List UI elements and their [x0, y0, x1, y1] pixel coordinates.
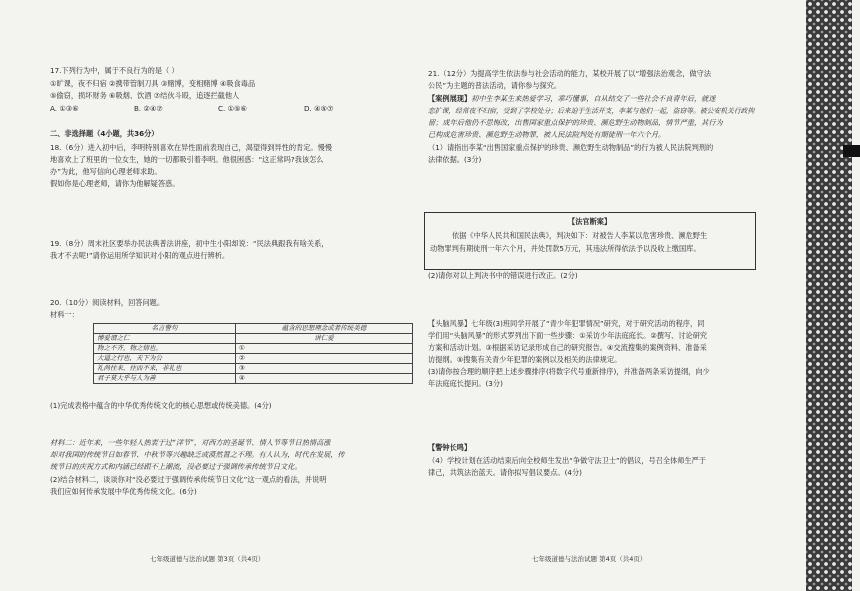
decorative-border-strip: [806, 0, 852, 591]
page-footer-left: 七年级道德与法治试题 第3页（共4页）: [150, 555, 265, 563]
table-cell: 博爱谓之仁: [94, 334, 236, 344]
table-header-cell: 名言警句: [94, 324, 236, 334]
table-row: [94, 374, 413, 384]
page-footer-right: 七年级道德与法治试题 第4页（共4页）: [532, 555, 647, 563]
table-header-row: [94, 324, 413, 334]
brainstorm-line3: 方案和活动计划。③根据采访记录形成自己的研究报告。④交流搜集的案例资料、准备采: [428, 343, 707, 352]
table-row: [94, 344, 413, 354]
case-line1: [428, 93, 716, 105]
q20-material2-line2: 却对我国的传统节日如春节、中秋节等兴趣缺乏或漠然置之不理。有人认为，时代在发展，传: [50, 450, 345, 459]
q20-intro: 20.（10分）阅读材料，回答问题。: [50, 298, 165, 307]
table-cell: 大道之行也，天下为公: [94, 354, 236, 364]
q21-sub3-line1: (3)请你按合理的顺序把上述步骤排序(将数字代号重新排序)，并准备两条采访提纲，向少: [428, 367, 710, 376]
table-row: [94, 364, 413, 374]
q18-line4: 假如你是心理老师，请你为他解疑答惑。: [50, 179, 180, 188]
table-row: [94, 354, 413, 364]
table-row: [94, 334, 413, 344]
brainstorm-line2: 学们用“头脑风暴”的形式罗列出下面一些步骤：①采访少年法庭庭长。②撰写、讨论研究: [428, 331, 708, 340]
table-cell: ④: [236, 374, 413, 384]
q20-sub1: (1)完成表格中蕴含的中华优秀传统文化的核心思想或传统美德。(4分): [50, 401, 272, 410]
q18-line1: 18.（6分）进入初中后，李明特别喜欢在异性面前表现自己，渴望得到异性的肯定。慢慢: [50, 143, 332, 152]
case-text: 初中生李某生来热爱学习，乖巧懂事，自从结交了一些社会不良青年后，就迷: [471, 94, 716, 103]
q17-options-line2: ⑤偷窃，损坏财务 ⑥吸烟、饮酒 ⑦结伙斗殴，追逐拦截他人: [50, 91, 240, 100]
q20-sub2-line2: 我们应如何传承发展中华优秀传统文化。(6分): [50, 487, 197, 496]
warning-title: 【警钟长鸣】: [428, 443, 472, 452]
case-title: 【案例展现】: [428, 94, 472, 103]
section-heading: 二、非选择题（4小题，共36分）: [50, 129, 159, 138]
q21-sub2: (2)请你对以上判决书中的错误进行改正。(2分): [428, 271, 578, 280]
q17-stem: 17.下列行为中，属于不良行为的是（ ）: [50, 66, 179, 75]
verdict-title: 【法官断案】: [568, 217, 612, 226]
q21-sub1-line1: （1）请指出李某“出售国家重点保护的珍贵、濒危野生动物制品”的行为被人民法院判刑的: [428, 143, 714, 152]
q20-material2-line3: 统节日的庆祝方式和内涵已经跟不上潮流，没必要过于强调传承传统节日文化。: [50, 462, 302, 471]
q21-sub4-line2: 律己，共筑法治蓝天。请你拟写倡议要点。(4分): [428, 468, 582, 477]
case-line2: 恋扩课，经常夜不归宿，受到了学校处分；后来迫于生活开支，李某与他们一起，盗窃等。被公安机关行政拘: [428, 107, 755, 115]
q17-choice-b: B. ②④⑦: [134, 104, 163, 113]
q17-choice-c: C. ①⑤⑥: [218, 104, 247, 113]
brainstorm-line1: 【头脑风暴】七年级(3)班同学开展了“青少年犯罪情况”研究，对于研究活动的程序，同: [428, 319, 705, 328]
table-cell: 讲仁爱: [236, 334, 413, 344]
table-cell: 礼尚往来，往而不来，非礼也: [94, 364, 236, 374]
verdict-line2: 动物罪判有期徒刑一年六个月，并处罚款5万元，其违法所得依法予以没收上缴国库。: [430, 244, 701, 253]
verdict-line1: 依据《中华人民共和国民法典》，判决如下：对被告人李某以危害珍贵、濒危野生: [452, 231, 708, 240]
table-cell: ③: [236, 364, 413, 374]
table-cell: 君子莫大乎与人为善: [94, 374, 236, 384]
q20-sub2-line1: (2)结合材料二，谈谈你对“没必要过于强调传承传统节日文化”这一观点的看法，并说明: [50, 475, 327, 484]
table-cell: 物之不齐，物之情也。: [94, 344, 236, 354]
q20-material1-label: 材料一：: [50, 310, 79, 319]
q19-line1: 19.（8分）周末社区要举办民法典普法讲座，初中生小阳却说：“民法典跟我有啥关系，: [50, 239, 329, 248]
q20-material2-line1: 材料二：近年来，一些年轻人热衷于过“洋节”，对西方的圣诞节、情人节等节日热情高涨: [50, 438, 331, 447]
case-line4: 已构成危害珍贵、濒危野生动物罪，被人民法院判处有期徒刑一年六个月。: [428, 130, 666, 139]
q19-line2: 我才不去呢!”请你运用所学知识对小阳的观点进行辨析。: [50, 251, 230, 260]
q21-sub4-line1: （4）学校计划在活动结束后向全校师生发出“争做守法卫士”的倡议，号召全体师生严于: [428, 456, 706, 465]
table-header-cell: 蕴含的思想理念或者传统美德: [236, 324, 413, 334]
q18-line3: 办”为此，他写信向心理老师求助。: [50, 167, 162, 176]
q17-options-line1: ①旷课，夜不归宿 ②携带管制刀具 ③赌博，变相赌博 ④吸食毒品: [50, 79, 256, 88]
table-cell: ①: [236, 344, 413, 354]
quotes-table: [93, 323, 413, 384]
q17-choice-d: D. ④⑤⑦: [304, 104, 334, 113]
brainstorm-line4: 访提纲。⑤搜集有关青少年犯罪的案例以及相关的法律规定。: [428, 355, 622, 364]
scan-alignment-mark: [843, 145, 860, 157]
q21-line1: 21.（12分）为提高学生依法参与社会活动的能力，某校开展了以“增强法治观念，做守法: [428, 69, 712, 78]
q21-line2: 公民”为主题的普法活动，请你参与探究。: [428, 81, 562, 90]
q21-sub3-line2: 年法庭庭长提问。(3分): [428, 379, 503, 388]
q18-line2: 地喜欢上了班里的一位女生，她的一切都吸引着李明。他很困惑：“这正常吗?我该怎么: [50, 155, 324, 164]
q17-choice-a: A. ①③⑥: [50, 104, 79, 113]
table-cell: ②: [236, 354, 413, 364]
q21-sub1-line2: 法律依据。(3分): [428, 155, 482, 164]
case-line3: 留；成年后他仍不思悔改，出售国家重点保护的珍贵、濒危野生动物制品，情节严重，其行为: [428, 118, 723, 127]
